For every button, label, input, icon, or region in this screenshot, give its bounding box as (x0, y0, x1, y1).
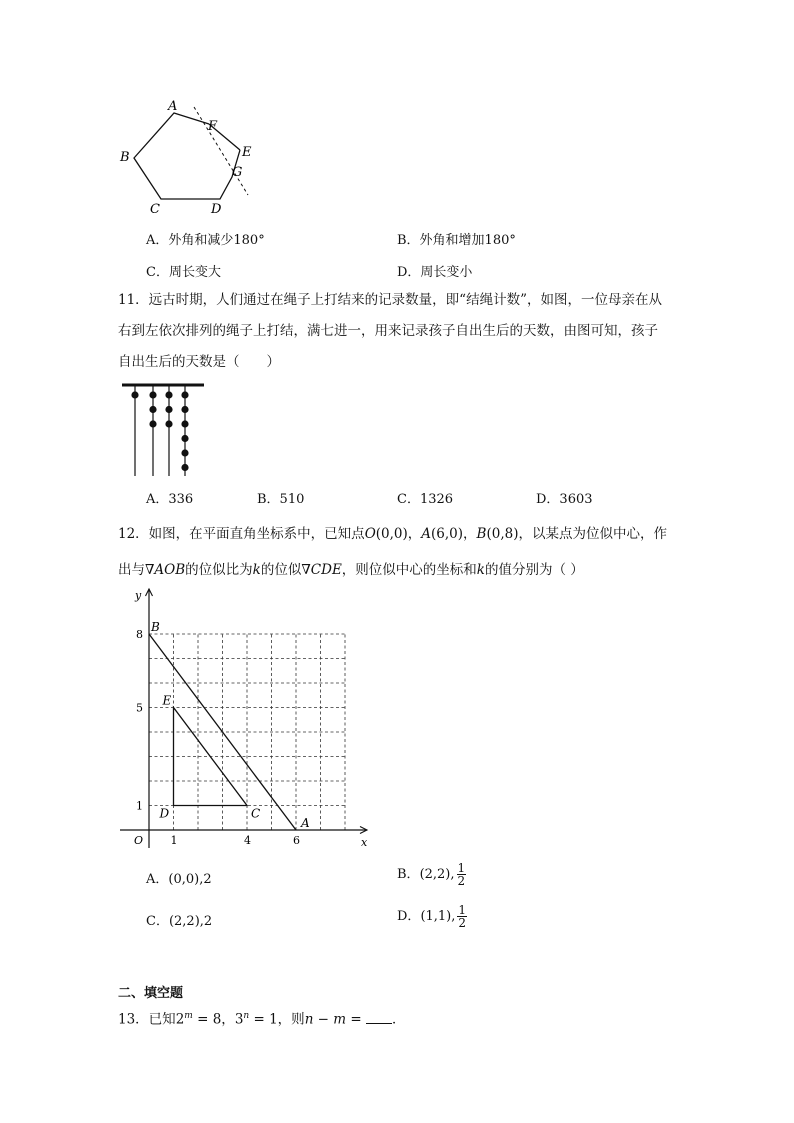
vertex-label-c: C (150, 202, 160, 217)
point-label-a: A (301, 816, 310, 830)
q12-line2-prefix: 出与 (118, 562, 145, 578)
knot (165, 406, 172, 413)
q12-option-d-fraction (457, 904, 467, 929)
vertex-label-a: A (168, 99, 178, 114)
q12-line-1: 12．如图，在平面直角坐标系中，已知点O(0,0)，A(6,0)，B(0,8)，以某点为位似中心，作 (118, 526, 667, 542)
q12-line2-mid: 的位似比为 (185, 562, 253, 578)
x-tick-label: 4 (244, 834, 251, 847)
q11-line-1: 11．远古时期，人们通过在绳子上打结来的记录数量，即“结绳计数”，如图，一位母亲在从 (118, 292, 662, 308)
pentagon-figure (110, 95, 270, 220)
knot (165, 391, 172, 398)
q12-triangle-cde: ∇CDE (301, 562, 342, 578)
fraction-numerator: 1 (458, 903, 467, 917)
knot (181, 464, 188, 471)
q12-option-d[interactable] (397, 904, 467, 929)
y-tick-label: 5 (136, 701, 143, 715)
knot (181, 406, 188, 413)
x-tick-label: 6 (293, 834, 300, 847)
q12-option-a-value: (0,0),2 (168, 872, 212, 887)
q11-option-b[interactable]: B．510 (257, 492, 305, 507)
knot (131, 391, 138, 398)
q12-option-c-value: (2,2),2 (168, 914, 213, 929)
q12-option-d-value: (1,1), (420, 909, 456, 924)
q12-point-b: B (476, 526, 487, 542)
x-tick-label: 1 (170, 834, 178, 847)
q12-line1-prefix: 12．如图，在平面直角坐标系中，已知点 (118, 526, 365, 542)
y-axis-label: y (135, 589, 142, 602)
q10-option-d[interactable]: D．周长变小 (397, 265, 473, 280)
q13-base2: 3 (234, 1011, 244, 1028)
vertex-label-g: G (232, 165, 243, 180)
q12-point-a-coord: (6,0) (431, 526, 464, 542)
knot (149, 391, 156, 398)
knot (181, 420, 188, 427)
q12-option-a-prefix: A． (146, 872, 169, 887)
vertex-label-b: B (120, 150, 130, 165)
q13-eq2: = 1，则 (249, 1011, 305, 1028)
q12-k: k (252, 562, 261, 578)
q12-option-c[interactable] (146, 910, 212, 929)
origin-label: O (134, 834, 144, 847)
q10-option-a[interactable]: A．外角和减少180° (146, 233, 265, 248)
q13-expression: n − m = (304, 1011, 362, 1028)
q13-end: ． (391, 1011, 406, 1028)
q11-line-2: 右到左依次排列的绳子上打结，满七进一，用来记录孩子自出生后的天数，由图可知，孩子 (118, 323, 658, 339)
q11-option-c[interactable]: C．1326 (397, 492, 454, 507)
fraction-denominator: 2 (457, 874, 466, 888)
q12-option-c-prefix: C． (146, 914, 169, 929)
knot (149, 406, 156, 413)
q12-line2-mid2: 的位似 (260, 562, 302, 578)
y-tick-label: 1 (136, 799, 143, 813)
vertex-label-d: D (211, 202, 222, 217)
q12-option-b-prefix: B． (397, 867, 420, 882)
q12-option-a[interactable] (146, 868, 212, 887)
vertex-label-e: E (242, 145, 252, 160)
q12-line1-suffix: ，以某点为位似中心，作 (518, 526, 667, 542)
q11-line-3: 自出生后的天数是（ ） (118, 354, 280, 370)
knot (149, 420, 156, 427)
q12-option-b[interactable] (397, 862, 466, 887)
x-axis-label: x (361, 836, 368, 849)
section-title: 二、填空题 (118, 986, 184, 1001)
point-label-b: B (151, 620, 160, 634)
q13-base1: 2 (175, 1011, 185, 1028)
fraction-denominator: 2 (458, 916, 467, 930)
q12-option-d-prefix: D． (397, 909, 421, 924)
answer-blank[interactable] (366, 1011, 392, 1024)
q11-option-d[interactable]: D．3603 (536, 492, 593, 507)
knot-ropes-figure (120, 380, 210, 478)
q13-exp1: m (184, 1011, 193, 1021)
q12-k2: k (476, 562, 485, 578)
y-tick-label: 8 (136, 628, 143, 641)
vertex-label-f: F (208, 119, 218, 134)
q12-point-b-coord: (0,8) (486, 526, 519, 542)
q12-line-2 (118, 560, 584, 580)
q12-triangle-aob: ∇AOB (145, 562, 186, 578)
pentagon-outline (134, 113, 243, 199)
knot (181, 449, 188, 456)
q12-point-o-coord: (0,0) (375, 526, 408, 542)
knot (181, 391, 188, 398)
fraction-numerator: 1 (457, 861, 466, 875)
q12-option-b-fraction (457, 862, 467, 887)
q13-prefix: 13．已知 (118, 1011, 176, 1028)
point-label-e: E (162, 693, 172, 708)
q13-line (118, 1006, 405, 1030)
q12-line2-suffix: 的值分别为（ ） (484, 562, 584, 578)
q10-option-b[interactable]: B．外角和增加180° (397, 233, 516, 248)
knot (181, 435, 188, 442)
q13-exp2: n (243, 1011, 250, 1021)
q12-line2-mid3: ，则位似中心的坐标和 (341, 562, 477, 578)
q11-option-a[interactable]: A．336 (146, 492, 194, 507)
knot (165, 420, 172, 427)
q10-option-c[interactable]: C．周长变大 (146, 265, 221, 280)
point-label-c: C (251, 806, 261, 821)
point-label-d: D (159, 806, 170, 821)
q12-option-b-value: (2,2), (419, 867, 455, 882)
q12-point-o: O (364, 526, 376, 542)
coordinate-graph (120, 585, 380, 850)
q13-eq1: = 8， (192, 1011, 235, 1028)
q12-point-a: A (421, 526, 432, 542)
